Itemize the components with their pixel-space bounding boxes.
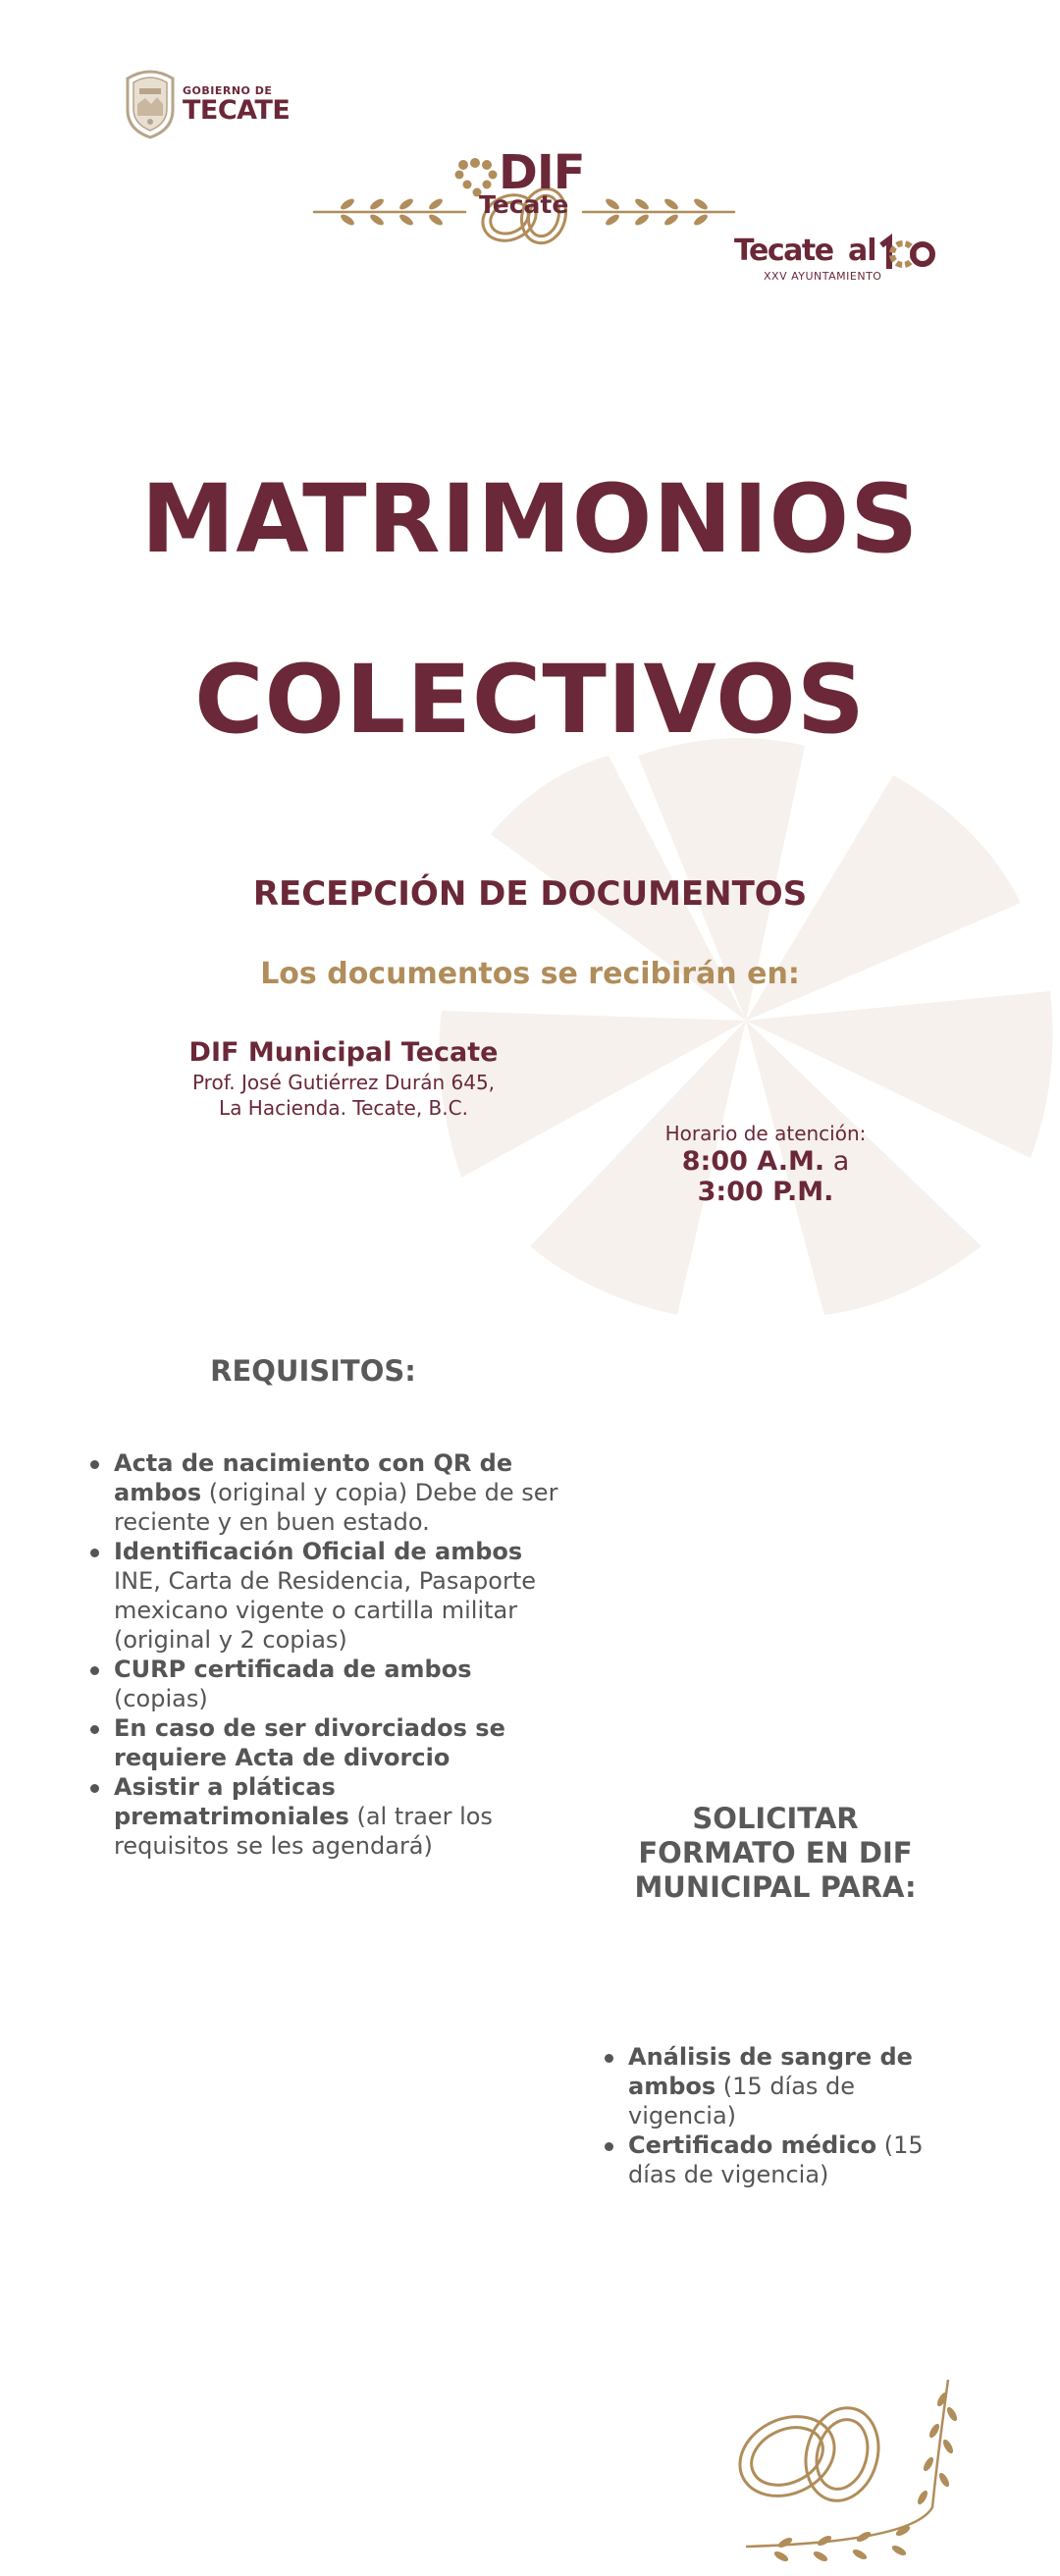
tecate-al-word: al [848,234,876,268]
dif-location [128,1036,559,1121]
list-item [603,2130,966,2189]
ayuntamiento-text: XXV AYUNTAMIENTO [764,270,882,283]
hours-end-line [609,1177,923,1207]
list-item [603,2042,966,2130]
gobierno-small-text: GOBIERNO DE [183,84,273,97]
hours-end: 3:00 P.M. [697,1177,834,1207]
item-bold-text: En caso de ser divorciados se requiere Acta de divorcio [114,1714,505,1771]
list-item [88,1655,569,1713]
item-bold-text: Análisis de sangre de ambos [628,2043,913,2100]
item-detail-text: (15 días de vigencia) [628,2131,924,2188]
address-line-2: La Hacienda. Tecate, B.C. [219,1096,468,1120]
requirements-list [88,1448,569,1861]
gobierno-big-text: TECATE [183,95,291,126]
list-item [88,1772,569,1861]
item-detail-text: (al traer los requisitos se les agendará) [114,1803,493,1860]
request-format-heading [589,1802,962,1905]
tecate-al-100-logo [732,234,948,292]
item-detail-text: (15 días de vigencia) [628,2073,856,2129]
dif-big-text: DIF [499,145,585,200]
corner-rings-laurel-icon [726,2370,972,2576]
page-title-line1: MATRIMONIOS [140,464,920,574]
item-detail-text: (original y copia) Debe de ser reciente y en buen estado. [114,1479,558,1536]
reception-subheading: Los documentos se recibirán en: [260,957,800,991]
address-line-1: Prof. José Gutiérrez Durán 645, [191,1071,496,1094]
hours-start: 8:00 A.M. [681,1146,825,1177]
requirements-heading: REQUISITOS: [210,1354,416,1388]
request-format-list [603,2042,966,2189]
item-bold-text: Asistir a pláticas prematrimoniales [114,1773,349,1830]
dif-tecate-logo [453,147,601,220]
request-heading-line3: MUNICIPAL PARA: [634,1870,917,1904]
gobierno-tecate-logo [122,65,298,143]
reception-heading: RECEPCIÓN DE DOCUMENTOS [252,874,808,914]
tecate-seal-icon [122,65,179,139]
item-detail-text: INE, Carta de Residencia, Pasaporte mexicano vigente o cartilla militar (original y 2 copias) [114,1567,537,1654]
background-flower-watermark [432,716,1060,1325]
list-item [88,1537,569,1655]
hours-start-line [609,1146,923,1177]
list-item [88,1713,569,1772]
item-detail-text: (copias) [114,1685,208,1712]
place-name: DIF Municipal Tecate [188,1037,499,1068]
request-heading-line2: FORMATO EN DIF [638,1836,913,1869]
item-bold-text: Identificación Oficial de ambos [114,1538,523,1565]
centenary-100-icon [879,237,934,271]
dif-small-text: Tecate [479,190,569,219]
item-bold-text: CURP certificada de ambos [114,1656,472,1683]
item-bold-text: Acta de nacimiento con QR de ambos [114,1449,513,1506]
tecate-word: Tecate [734,234,833,268]
opening-hours [609,1121,923,1207]
page-title-line2: COLECTIVOS [194,645,866,755]
hours-joiner: a [832,1146,850,1177]
item-bold-text: Certificado médico [628,2131,877,2159]
hours-label: Horario de atención: [664,1122,867,1145]
list-item [88,1448,569,1537]
request-heading-line1: SOLICITAR [692,1802,859,1835]
